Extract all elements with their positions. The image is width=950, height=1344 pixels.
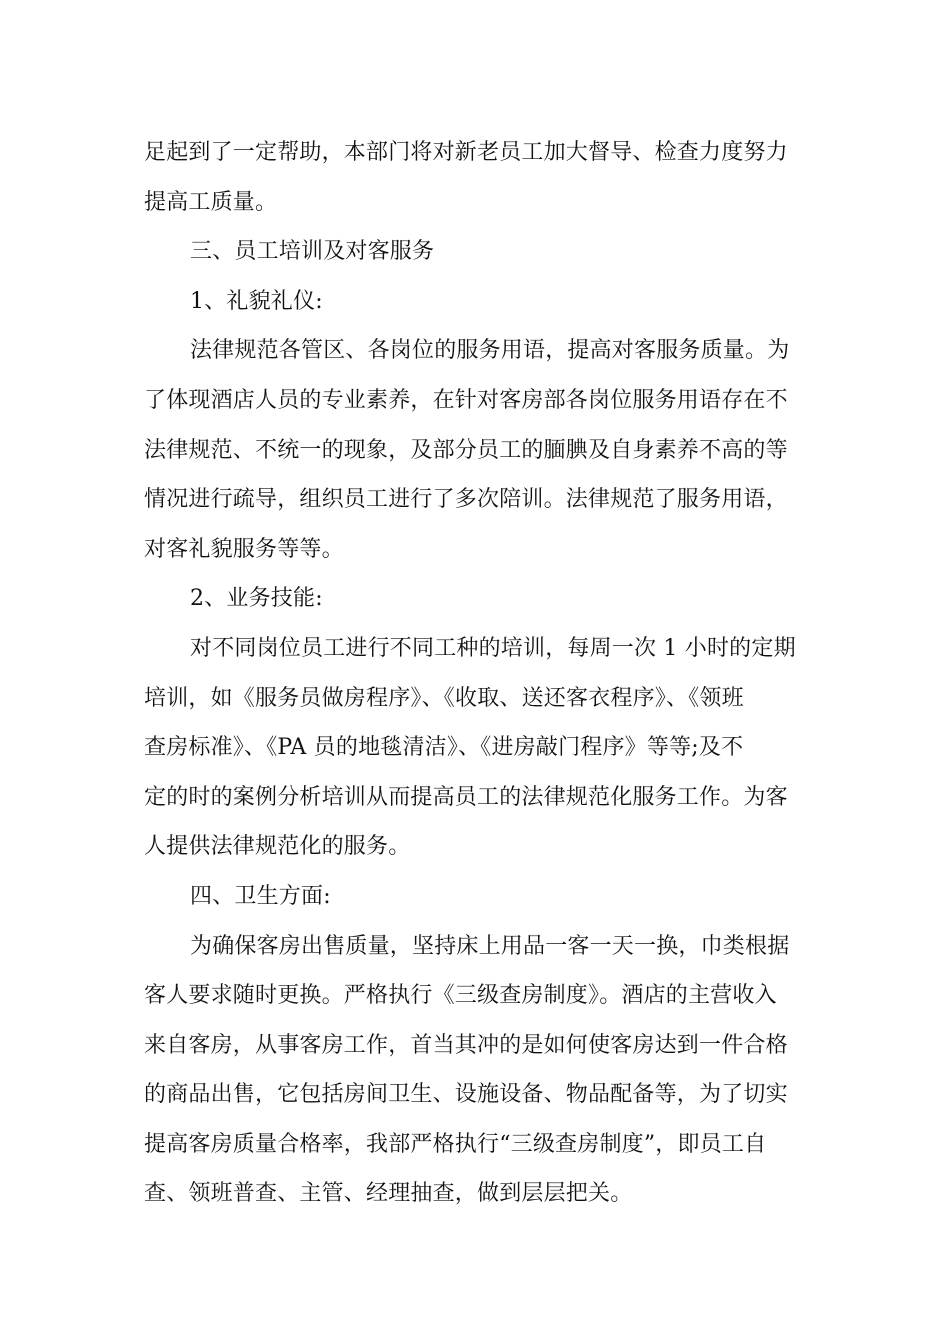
text-line: 提高工质量。 [144, 189, 278, 215]
subsection-heading: 1、礼貌礼仪: [190, 288, 323, 314]
text-line: 为确保客房出售质量，坚持床上用品一客一天一换，巾类根据 [190, 933, 790, 959]
text-line: 足起到了一定帮助，本部门将对新老员工加大督导、检查力度努力 [144, 140, 788, 165]
section-heading: 四、卫生方面: [190, 883, 331, 909]
text-line: 对不同岗位员工进行不同工种的培训，每周一次 1 小时的定期 [190, 635, 796, 661]
text-line: 提高客房质量合格率，我部严格执行“三级查房制度”，即员工自 [144, 1131, 767, 1157]
text-line: 法律规范各管区、各岗位的服务用语，提高对客服务质量。为 [190, 338, 790, 364]
text-line: 人提供法律规范化的服务。 [144, 834, 411, 860]
text-line: 查、领班普查、主管、经理抽查，做到层层把关。 [144, 1181, 633, 1207]
text-line: 客人要求随时更换。严格执行《三级查房制度》。酒店的主营收入 [144, 983, 777, 1009]
text-line: 法律规范、不统一的现象，及部分员工的腼腆及自身素养不高的等 [144, 437, 788, 463]
text-line: 定的时的案例分析培训从而提高员工的法律规范化服务工作。为客 [144, 784, 788, 810]
text-line: 培训，如《服务员做房程序》、《收取、送还客衣程序》、《领班 [144, 685, 744, 711]
text-line: 情况进行疏导，组织员工进行了多次陪训。法律规范了服务用语， [144, 487, 788, 513]
text-line: 了体现酒店人员的专业素养，在针对客房部各岗位服务用语存在不 [144, 387, 788, 413]
section-heading: 三、员工培训及对客服务 [190, 239, 435, 265]
subsection-heading: 2、业务技能: [190, 586, 323, 612]
document-body [144, 128, 808, 1219]
text-line: 的商品出售，它包括房间卫生、设施设备、物品配备等，为了切实 [144, 1082, 788, 1108]
text-line: 来自客房，从事客房工作，首当其冲的是如何使客房达到一件合格 [144, 1032, 788, 1058]
text-line: 对客礼貌服务等等。 [144, 536, 344, 562]
text-line: 查房标准》、《PA 员的地毯清洁》、《进房敲门程序》等等;及不 [144, 735, 744, 761]
